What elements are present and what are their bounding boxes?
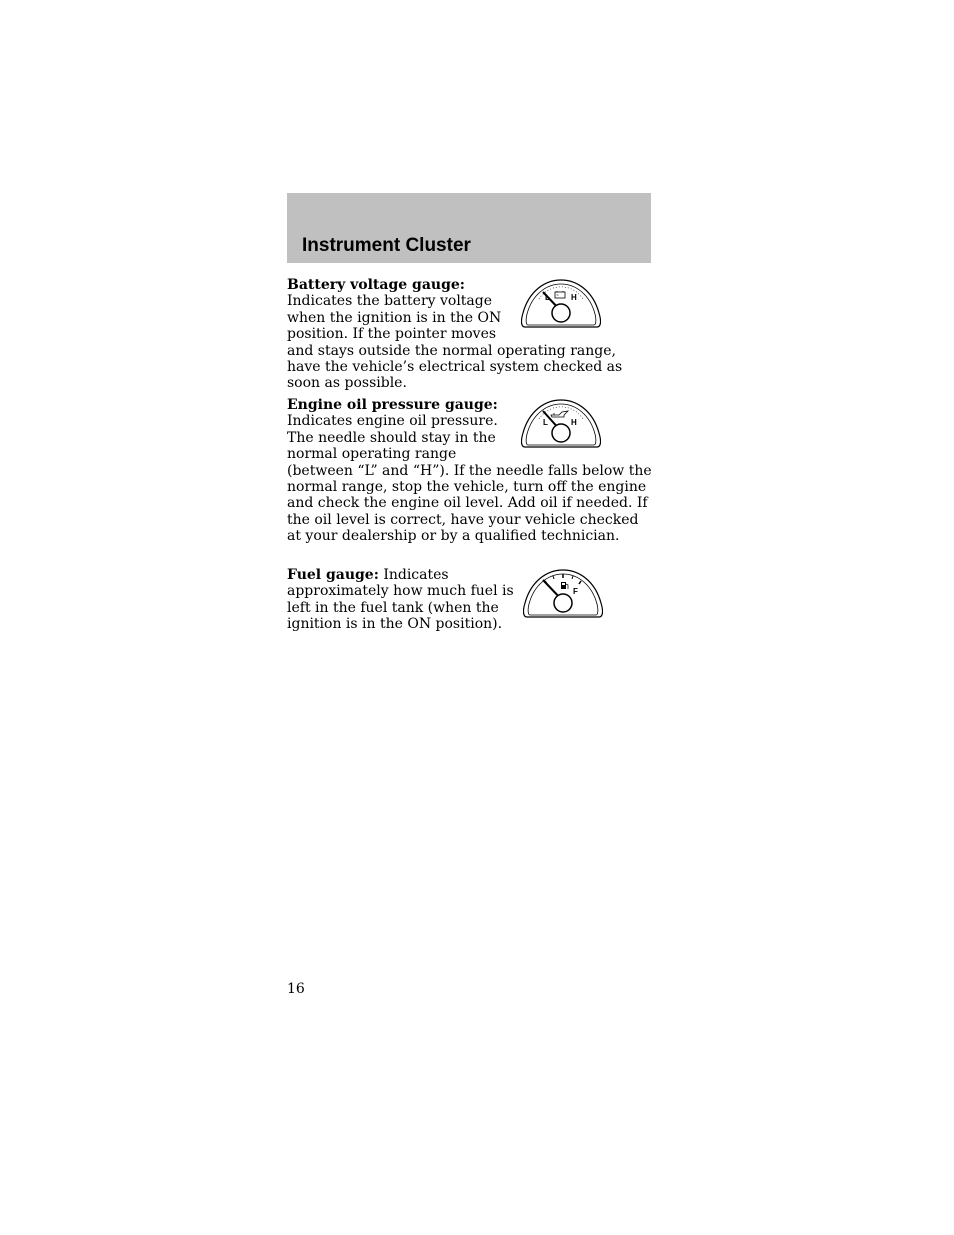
gauge-high-label: H bbox=[571, 293, 577, 302]
gauge-low-label: L bbox=[543, 418, 548, 427]
oil-pressure-term: Engine oil pressure gauge: bbox=[287, 397, 498, 413]
battery-voltage-section bbox=[287, 277, 653, 392]
fuel-gauge-section bbox=[287, 567, 653, 633]
page-title: Instrument Cluster bbox=[302, 235, 471, 256]
section-header bbox=[287, 193, 651, 263]
battery-voltage-gauge bbox=[521, 277, 601, 333]
battery-voltage-description: Indicates the battery voltage when the ignition is in the ON position. If the pointer moves and stays outside the normal operating range, have the vehicle’s electrical system checked as soon as possible. bbox=[287, 293, 623, 392]
oil-pressure-description: Indicates engine oil pressure. The needle should stay in the normal operating range (between “L” and “H”). If the needle falls below the normal range, stop the vehicle, turn off the engine and check the engine oil level. Add oil if needed. If the oil level is correct, have your vehicle checked at your dealership or by a qualified technician. bbox=[287, 413, 652, 545]
gauge-high-label: H bbox=[571, 418, 577, 427]
gauge-high-label: F bbox=[573, 587, 578, 596]
page-number: 16 bbox=[287, 981, 305, 997]
gauge-low-label: L bbox=[545, 293, 550, 302]
fuel-gauge bbox=[523, 567, 603, 623]
fuel-gauge-description: Indicates approximately how much fuel is left in the fuel tank (when the ignition is in the ON position). bbox=[287, 567, 514, 633]
oil-pressure-section bbox=[287, 397, 653, 545]
battery-voltage-term: Battery voltage gauge: bbox=[287, 277, 465, 293]
battery-icon bbox=[555, 291, 565, 298]
oil-pressure-gauge bbox=[521, 397, 601, 453]
fuel-gauge-term: Fuel gauge: bbox=[287, 567, 379, 583]
